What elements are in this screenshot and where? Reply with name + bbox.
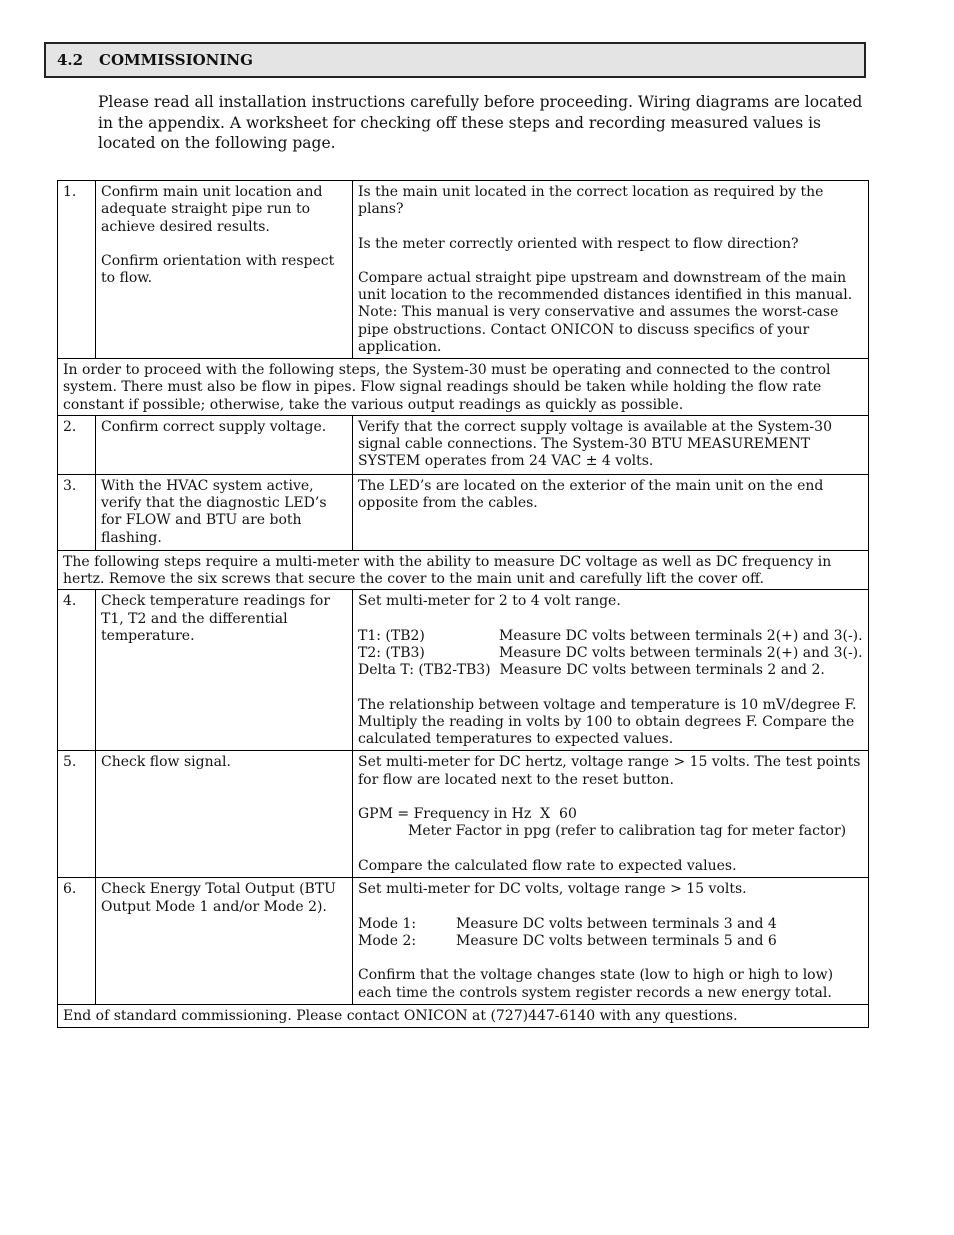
intro-paragraph: Please read all installation instructions carefully before proceeding. Wiring diagrams are located in the appendix. A worksheet for checking off these steps and recording measured values is located on the following page. (98, 93, 863, 152)
measurement-row (358, 628, 863, 645)
step-detail (353, 878, 869, 1005)
step-number: 3. (58, 474, 96, 550)
table-row-note (58, 550, 869, 590)
step-number: 5. (58, 751, 96, 878)
table-row-step-2 (58, 415, 869, 474)
detail-text: Is the main unit located in the correct location as required by the plans? (358, 184, 824, 218)
step-number: 4. (58, 590, 96, 751)
detail-text: The relationship between voltage and temperature is 10 mV/degree F. Multiply the reading in volts by 100 to obtain degrees F. Compare the calculated temperatures to expected values. (358, 696, 857, 748)
detail-text: The LED’s are located on the exterior of the main unit on the end opposite from the cables. (353, 474, 869, 550)
step-detail (353, 590, 869, 751)
detail-text: Verify that the correct supply voltage is available at the System-30 signal cable connections. The System-30 BTU MEASUREMENT SYSTEM operates from 24 VAC ± 4 volts. (353, 415, 869, 474)
table-row-step-4 (58, 590, 869, 751)
step-number: 1. (58, 181, 96, 359)
detail-text: Compare the calculated flow rate to expected values. (358, 857, 737, 874)
mode-text: Measure DC volts between terminals 5 and 6 (456, 933, 777, 950)
detail-text: Confirm that the voltage changes state (low to high or high to low) each time the controls system register records a new energy total. (358, 967, 834, 1001)
step-detail (353, 181, 869, 359)
table-row-step-5 (58, 751, 869, 878)
detail-text: Compare actual straight pipe upstream and downstream of the main unit location to the recommended distances identified in this manual. Note: This manual is very conservative and assumes the worst-case pipe obstructions. Contact ONICON to discuss specifics of your application. (358, 269, 853, 356)
step-detail (353, 751, 869, 878)
measurement-text: Measure DC volts between terminals 2(+) and 3(-). (499, 645, 863, 662)
formula-top: GPM = Frequency in Hz X 60 (358, 806, 577, 823)
section-title: COMMISSIONING (99, 51, 253, 69)
check-text: Check flow signal. (96, 751, 353, 878)
check-text: Check temperature readings for T1, T2 and the differential temperature. (96, 590, 353, 751)
table-row-step-3 (58, 474, 869, 550)
mode-label: Mode 2: (358, 933, 417, 950)
step-number: 2. (58, 415, 96, 474)
section-header (44, 42, 866, 78)
table-row-step-6 (58, 878, 869, 1005)
measurement-row (358, 662, 863, 679)
check-text: Confirm main unit location and adequate straight pipe run to achieve desired results. (101, 184, 323, 235)
table-row-note (58, 359, 869, 416)
measurement-label: Delta T: (TB2-TB3) (358, 662, 491, 679)
table-row-step-1 (58, 181, 869, 359)
measurement-text: Measure DC volts between terminals 2 and 2. (499, 662, 825, 679)
step-number: 6. (58, 878, 96, 1005)
commissioning-table (57, 180, 869, 1028)
measurement-label: T2: (TB3) (358, 645, 425, 662)
detail-text: Set multi-meter for 2 to 4 volt range. (358, 593, 621, 610)
detail-text: Set multi-meter for DC hertz, voltage range > 15 volts. The test points for flow are located next to the reset button. (358, 754, 861, 788)
mode-row (358, 933, 863, 950)
mode-label: Mode 1: (358, 915, 417, 932)
mode-text: Measure DC volts between terminals 3 and 4 (456, 915, 777, 932)
note-text: In order to proceed with the following steps, the System-30 must be operating and connected to the control system. There must also be flow in pipes. Flow signal readings should be taken while holding the flow rate constant if possible; otherwise, take the various output readings as quickly as possible. (58, 359, 869, 416)
step-check (96, 181, 353, 359)
measurement-row (358, 645, 863, 662)
mode-row (358, 916, 863, 933)
footer-note: End of standard commissioning. Please contact ONICON at (727)447-6140 with any questions. (58, 1005, 869, 1027)
check-text: Confirm orientation with respect to flow. (101, 252, 335, 287)
formula-bottom: Meter Factor in ppg (refer to calibration tag for meter factor) (408, 823, 847, 840)
measurement-label: T1: (TB2) (358, 627, 425, 644)
section-number: 4.2 (57, 51, 84, 69)
table-row-footer (58, 1005, 869, 1027)
check-text: Check Energy Total Output (BTU Output Mode 1 and/or Mode 2). (96, 878, 353, 1005)
check-text: With the HVAC system active, verify that the diagnostic LED’s for FLOW and BTU are both flashing. (96, 474, 353, 550)
note-text: The following steps require a multi-meter with the ability to measure DC voltage as well as DC frequency in hertz. Remove the six screws that secure the cover to the main unit and carefully lift the cover off. (58, 550, 869, 590)
measurement-text: Measure DC volts between terminals 2(+) and 3(-). (499, 627, 863, 644)
detail-text: Is the meter correctly oriented with respect to flow direction? (358, 235, 799, 252)
check-text: Confirm correct supply voltage. (96, 415, 353, 474)
detail-text: Set multi-meter for DC volts, voltage range > 15 volts. (358, 881, 747, 898)
